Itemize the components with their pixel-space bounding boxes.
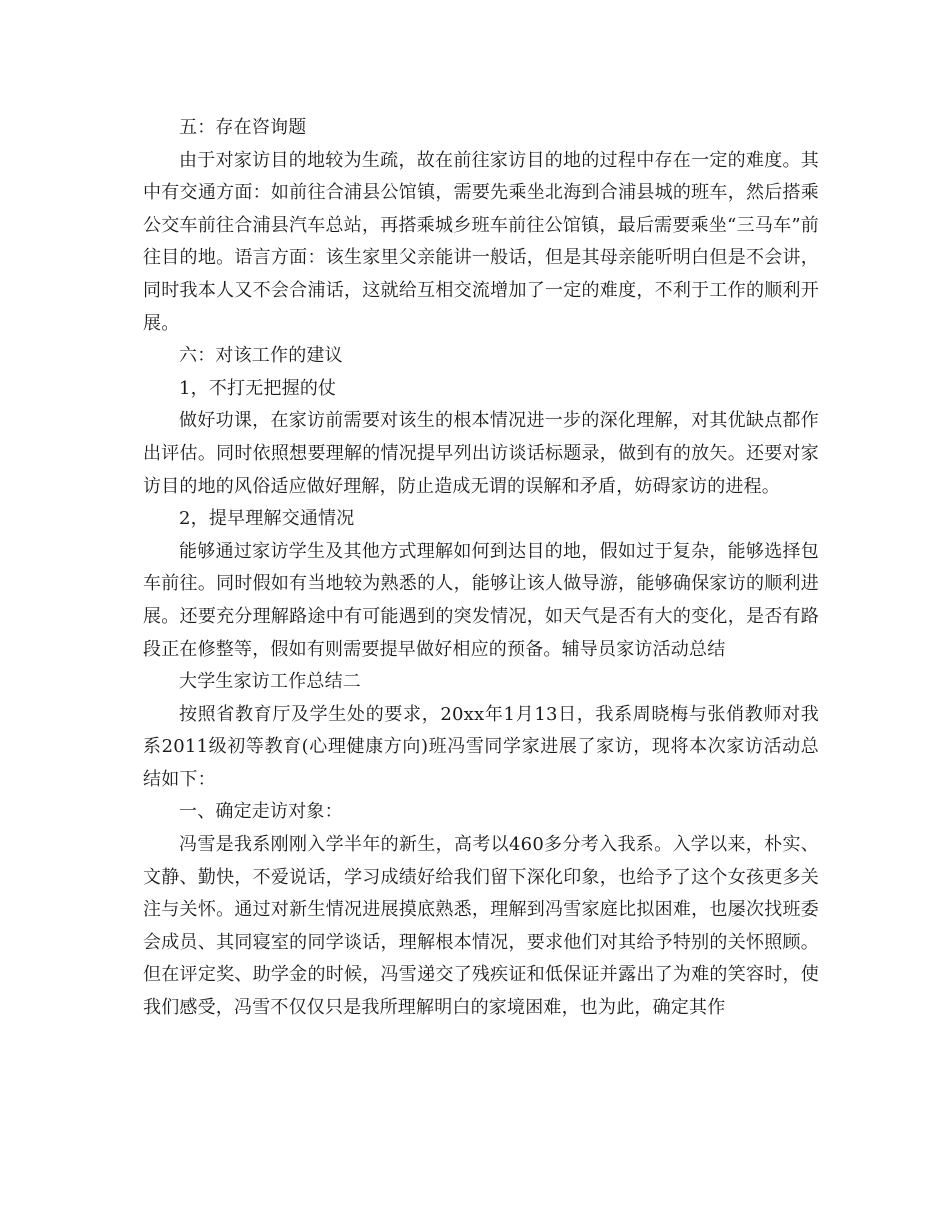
paragraph-suggestion-2: 能够通过家访学生及其他方式理解如何到达目的地，假如过于复杂，能够选择包车前往。同时假如有当地较为熟悉的人，能够让该人做导游，能够确保家访的顺利进展。还要充分理解路途中有可能遇到的突发情况，如天气是否有大的变化，是否有路段正在修整等，假如有则需要提早做好相应的预备。辅导员家访活动总结 — [143, 540, 819, 660]
document-body — [143, 112, 819, 1025]
section-heading-problems: 五：存在咨询题 — [179, 117, 307, 138]
section-heading-summary-two: 大学生家访工作总结二 — [179, 671, 361, 693]
paragraph-suggestion-1: 做好功课，在家访前需要对该生的根本情况进一步的深化理解，对其优缺点都作出评估。同时依照想要理解的情况提早列出访谈话标题录，做到有的放矢。还要对家访目的地的风俗适应做好理解，防止造成无谓的误解和矛盾，妨碍家访的进程。 — [143, 410, 819, 497]
paragraph-visit-target: 冯雪是我系刚刚入学半年的新生，高考以460多分考入我系。入学以来，朴实、文静、勤快，不爱说话，学习成绩好给我们留下深化印象，也给予了这个女孩更多关注与关怀。通过对新生情况进展摸底熟悉，理解到冯雪家庭比拟困难，也屡次找班委会成员、其同寝室的同学谈话，理解根本情况，要求他们对其给予特别的关怀照顾。但在评定奖、助学金的时候，冯雪递交了残疾证和低保证并露出了为难的笑容时，使我们感受，冯雪不仅仅只是我所理解明白的家境困难，也为此，确定其作 — [143, 834, 819, 1019]
paragraph-intro: 按照省教育厅及学生处的要求，20xx年1月13日，我系周晓梅与张俏教师对我系2011级初等教育(心理健康方向)班冯雪同学家进展了家访，现将本次家访活动总结如下： — [143, 703, 819, 790]
paragraph-problems: 由于对家访目的地较为生疏，故在前往家访目的地的过程中存在一定的难度。其中有交通方面：如前往合浦县公馆镇，需要先乘坐北海到合浦县城的班车，然后搭乘公交车前往合浦县汽车总站，再搭乘城乡班车前往公馆镇，最后需要乘坐“三马车”前往目的地。语言方面：该生家里父亲能讲一般话，但是其母亲能听明白但是不会讲，同时我本人又不会合浦话，这就给互相交流增加了一定的难度，不利于工作的顺利开展。 — [143, 149, 819, 334]
subheading-suggestion-2: 2，提早理解交通情况 — [179, 508, 355, 530]
section-heading-suggestions: 六：对该工作的建议 — [179, 345, 343, 367]
subheading-suggestion-1: 1，不打无把握的仗 — [179, 377, 337, 399]
section-heading-visit-target: 一、确定走访对象： — [179, 801, 343, 823]
